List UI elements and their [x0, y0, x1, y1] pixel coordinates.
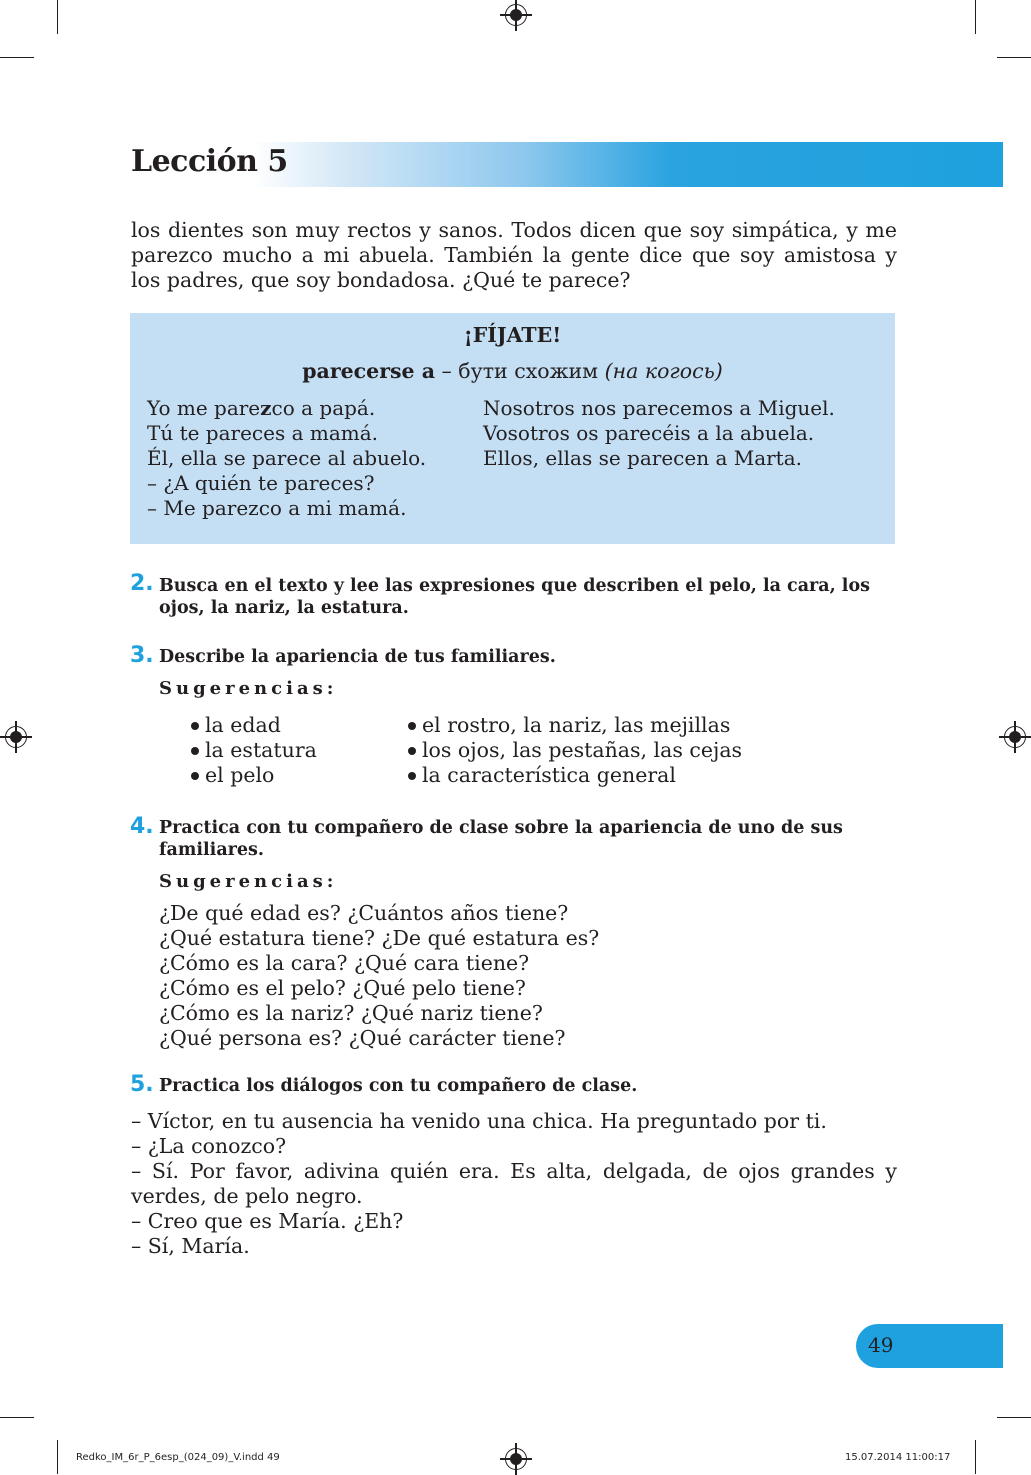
- exercise-3-instruction: Describe la apariencia de tus familiares.: [159, 647, 556, 667]
- list-item: ¿Cómo es la cara? ¿Qué cara tiene?: [159, 951, 530, 975]
- list-item: ¿De qué edad es? ¿Cuántos años tiene?: [159, 901, 569, 925]
- exercise-5-instruction: Practica los diálogos con tu compañero de clase.: [159, 1076, 638, 1096]
- registration-mark-icon: [505, 4, 527, 26]
- list-item: los ojos, las pestañas, las cejas: [408, 738, 742, 763]
- list-item: la edad: [191, 713, 317, 738]
- exercise-number: 4.: [130, 814, 154, 839]
- suggestions-heading: Sugerencias:: [159, 871, 338, 892]
- conjugation-line: Vosotros os parecéis a la abuela.: [483, 421, 815, 445]
- registration-mark-icon: [505, 1448, 527, 1470]
- dialogue-line: – Sí. Por favor, adivina quién era. Es alta, delgada, de ojos grandes y verdes, de pelo negro.: [131, 1159, 897, 1208]
- definition-note: (на когось): [604, 359, 723, 383]
- definition-term: parecerse a: [302, 359, 436, 383]
- exercise-2-instruction: Busca en el texto y lee las expresiones que describen el pelo, la cara, los ojos, la nariz, la estatura.: [159, 576, 870, 618]
- conjugation-column-plural: [483, 396, 835, 471]
- dialogue-line: – ¿La conozco?: [131, 1134, 287, 1158]
- list-item: ¿Qué estatura tiene? ¿De qué estatura es?: [159, 926, 600, 950]
- page-number: 49: [868, 1333, 894, 1357]
- fijate-definition: [130, 359, 895, 383]
- list-item: ¿Qué persona es? ¿Qué carácter tiene?: [159, 1026, 566, 1050]
- conjugation-line: Tú te pareces a mamá.: [147, 421, 379, 445]
- bullet-icon: [191, 747, 199, 755]
- conjugation-line: Ellos, ellas se parecen a Marta.: [483, 446, 803, 470]
- definition-translation: – бути схожим: [435, 359, 605, 383]
- suggestions-list-left: [191, 713, 317, 788]
- lesson-title: Lección 5: [131, 144, 288, 179]
- dialogue-line: – Creo que es María. ¿Eh?: [131, 1209, 404, 1233]
- exercise-number: 5.: [130, 1072, 154, 1097]
- dialogue-line: – Sí, María.: [131, 1234, 250, 1258]
- conjugation-line: Nosotros nos parecemos a Miguel.: [483, 396, 835, 420]
- conjugation-line: Yo me parezco a papá.: [147, 396, 376, 420]
- list-item: el pelo: [191, 763, 317, 788]
- list-item: ¿Cómo es el pelo? ¿Qué pelo tiene?: [159, 976, 526, 1000]
- bullet-icon: [191, 772, 199, 780]
- dialogue: [131, 1109, 897, 1259]
- registration-mark-icon: [1004, 726, 1026, 748]
- bullet-icon: [408, 747, 416, 755]
- footer-filename: Redko_IM_6r_P_6esp_(024_09)_V.indd 49: [76, 1452, 280, 1463]
- fijate-title: ¡FÍJATE!: [463, 323, 562, 347]
- list-item: la estatura: [191, 738, 317, 763]
- bullet-icon: [191, 722, 199, 730]
- conjugation-line: – Me parezco a mi mamá.: [147, 496, 407, 520]
- fijate-box: [130, 313, 895, 544]
- dialogue-line: – Víctor, en tu ausencia ha venido una chica. Ha preguntado por ti.: [131, 1109, 827, 1133]
- footer-timestamp: 15.07.2014 11:00:17: [845, 1452, 951, 1463]
- question-list: [159, 901, 599, 1051]
- suggestions-list-right: [408, 713, 742, 788]
- intro-paragraph: los dientes son muy rectos y sanos. Todos dicen que soy simpática, y me parezco mucho a mi abuela. También la gente dice que soy amistosa y los padres, que soy bondadosa. ¿Qué te parece?: [131, 218, 897, 292]
- registration-mark-icon: [5, 726, 27, 748]
- list-item: la característica general: [408, 763, 742, 788]
- bullet-icon: [408, 772, 416, 780]
- list-item: ¿Cómo es la nariz? ¿Qué nariz tiene?: [159, 1001, 543, 1025]
- exercise-number: 3.: [130, 643, 154, 668]
- list-item: el rostro, la nariz, las mejillas: [408, 713, 742, 738]
- conjugation-line: – ¿A quién te pareces?: [147, 471, 375, 495]
- conjugation-line: Él, ella se parece al abuelo.: [147, 446, 427, 470]
- bullet-icon: [408, 722, 416, 730]
- exercise-4-instruction: Practica con tu compañero de clase sobre la apariencia de uno de sus familiares.: [159, 818, 843, 860]
- conjugation-column-singular: [147, 396, 426, 521]
- exercise-number: 2.: [130, 571, 154, 596]
- suggestions-heading: Sugerencias:: [159, 678, 338, 699]
